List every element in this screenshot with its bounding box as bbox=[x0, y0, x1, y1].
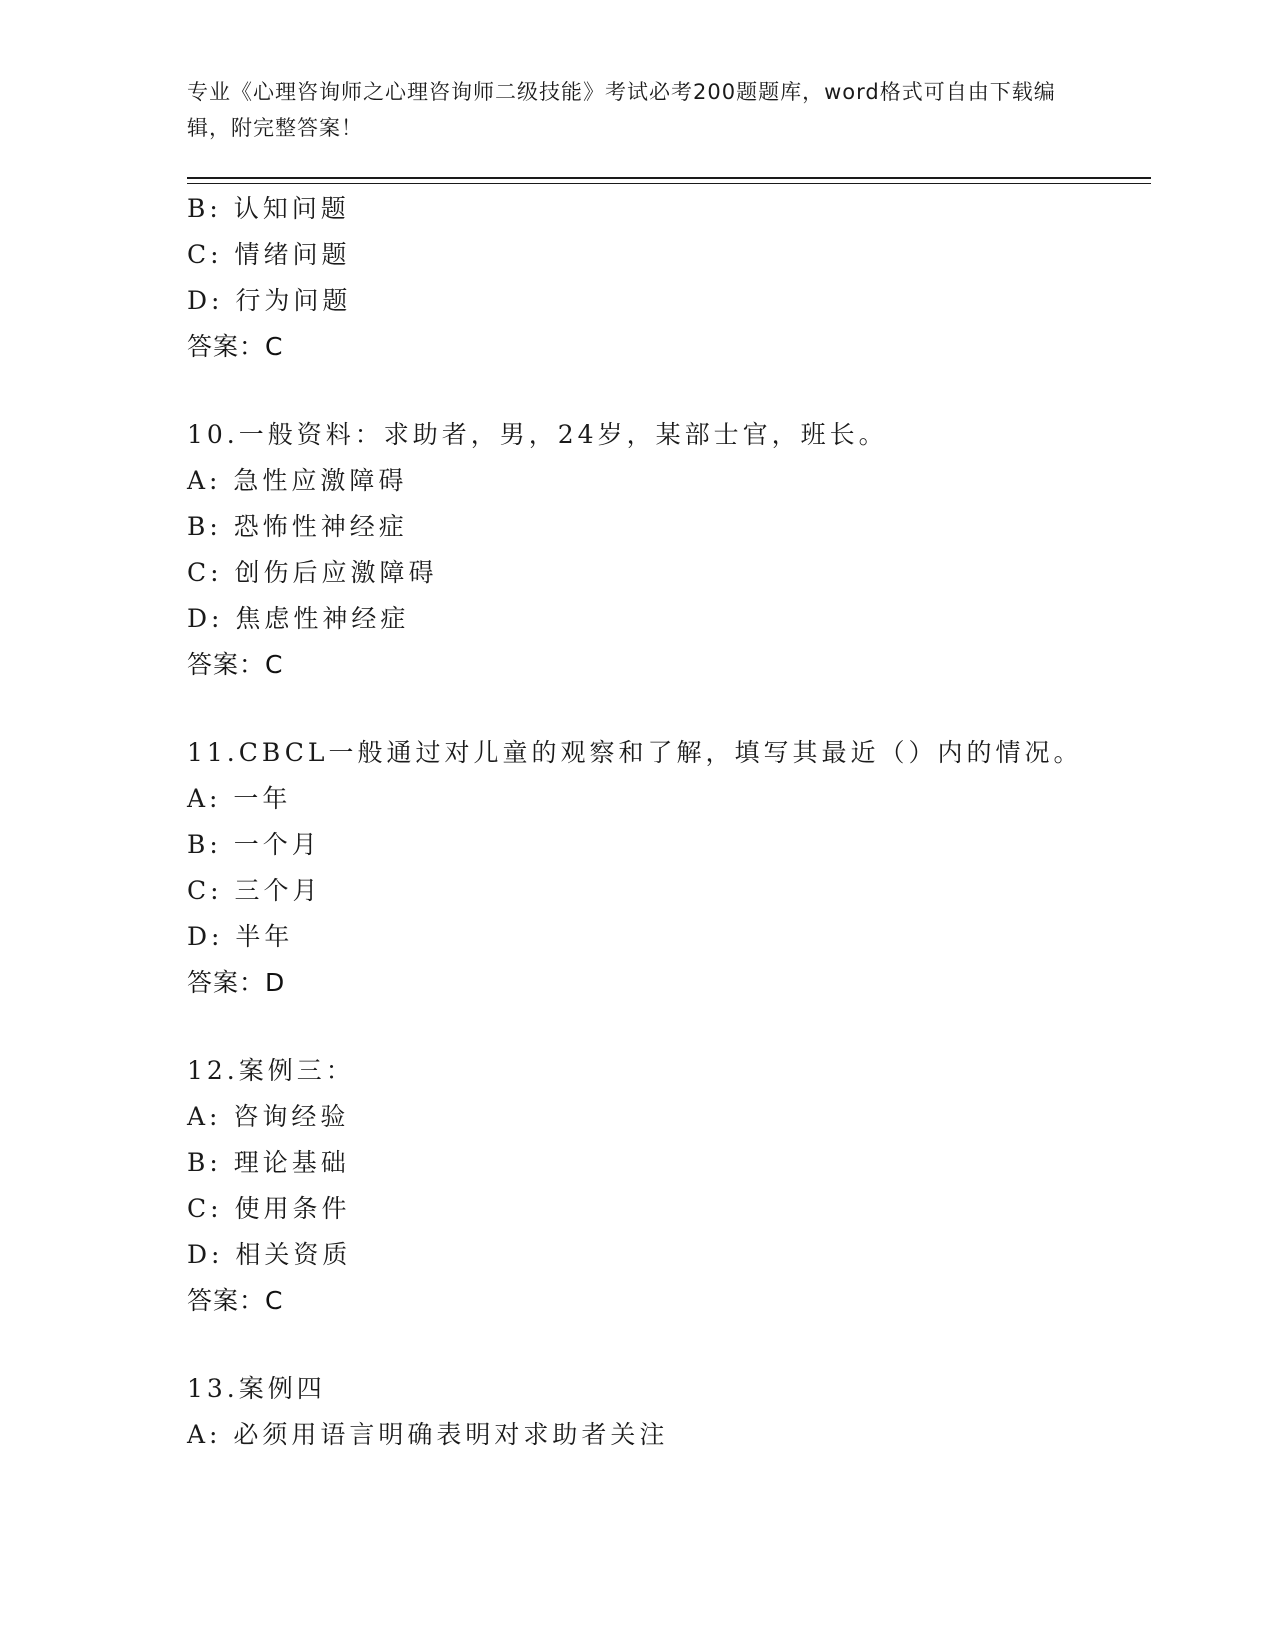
question-stem: 12.案例三： bbox=[187, 1056, 355, 1085]
option-c: C: 创伤后应激障碍 bbox=[187, 558, 438, 587]
question-block-10 bbox=[187, 412, 1147, 688]
question-block-11 bbox=[187, 730, 1147, 1006]
question-stem: 13.案例四 bbox=[187, 1374, 326, 1403]
header-divider-thin bbox=[187, 183, 1151, 184]
option-a: A: 一年 bbox=[187, 784, 292, 813]
option-c: C: 情绪问题 bbox=[187, 240, 351, 269]
answer-line: 答案：D bbox=[187, 968, 286, 997]
option-d: D: 半年 bbox=[187, 922, 294, 951]
option-a: A: 必须用语言明确表明对求助者关注 bbox=[187, 1420, 669, 1449]
option-b: B: 恐怖性神经症 bbox=[187, 512, 408, 541]
document-header: 专业《心理咨询师之心理咨询师二级技能》考试必考200题题库，word格式可自由下载编辑，附完整答案！ bbox=[187, 80, 1056, 140]
option-b: B: 一个月 bbox=[187, 830, 321, 859]
question-block-13 bbox=[187, 1366, 1147, 1458]
option-d: D: 行为问题 bbox=[187, 286, 352, 315]
answer-line: 答案：C bbox=[187, 332, 284, 361]
option-c: C: 使用条件 bbox=[187, 1194, 351, 1223]
answer-line: 答案：C bbox=[187, 1286, 284, 1315]
question-block-12 bbox=[187, 1048, 1147, 1324]
question-stem: 11.CBCL一般通过对儿童的观察和了解，填写其最近（）内的情况。 bbox=[187, 738, 1083, 767]
option-a: A: 急性应激障碍 bbox=[187, 466, 408, 495]
option-b: B: 理论基础 bbox=[187, 1148, 350, 1177]
header-divider-thick bbox=[187, 177, 1151, 179]
option-c: C: 三个月 bbox=[187, 876, 322, 905]
question-block-continued bbox=[187, 186, 1147, 370]
question-stem: 10.一般资料：求助者，男，24岁，某部士官，班长。 bbox=[187, 420, 888, 449]
option-d: D: 焦虑性神经症 bbox=[187, 604, 410, 633]
option-d: D: 相关资质 bbox=[187, 1240, 352, 1269]
option-b: B: 认知问题 bbox=[187, 194, 350, 223]
answer-line: 答案：C bbox=[187, 650, 284, 679]
option-a: A: 咨询经验 bbox=[187, 1102, 350, 1131]
question-list bbox=[187, 186, 1147, 1458]
